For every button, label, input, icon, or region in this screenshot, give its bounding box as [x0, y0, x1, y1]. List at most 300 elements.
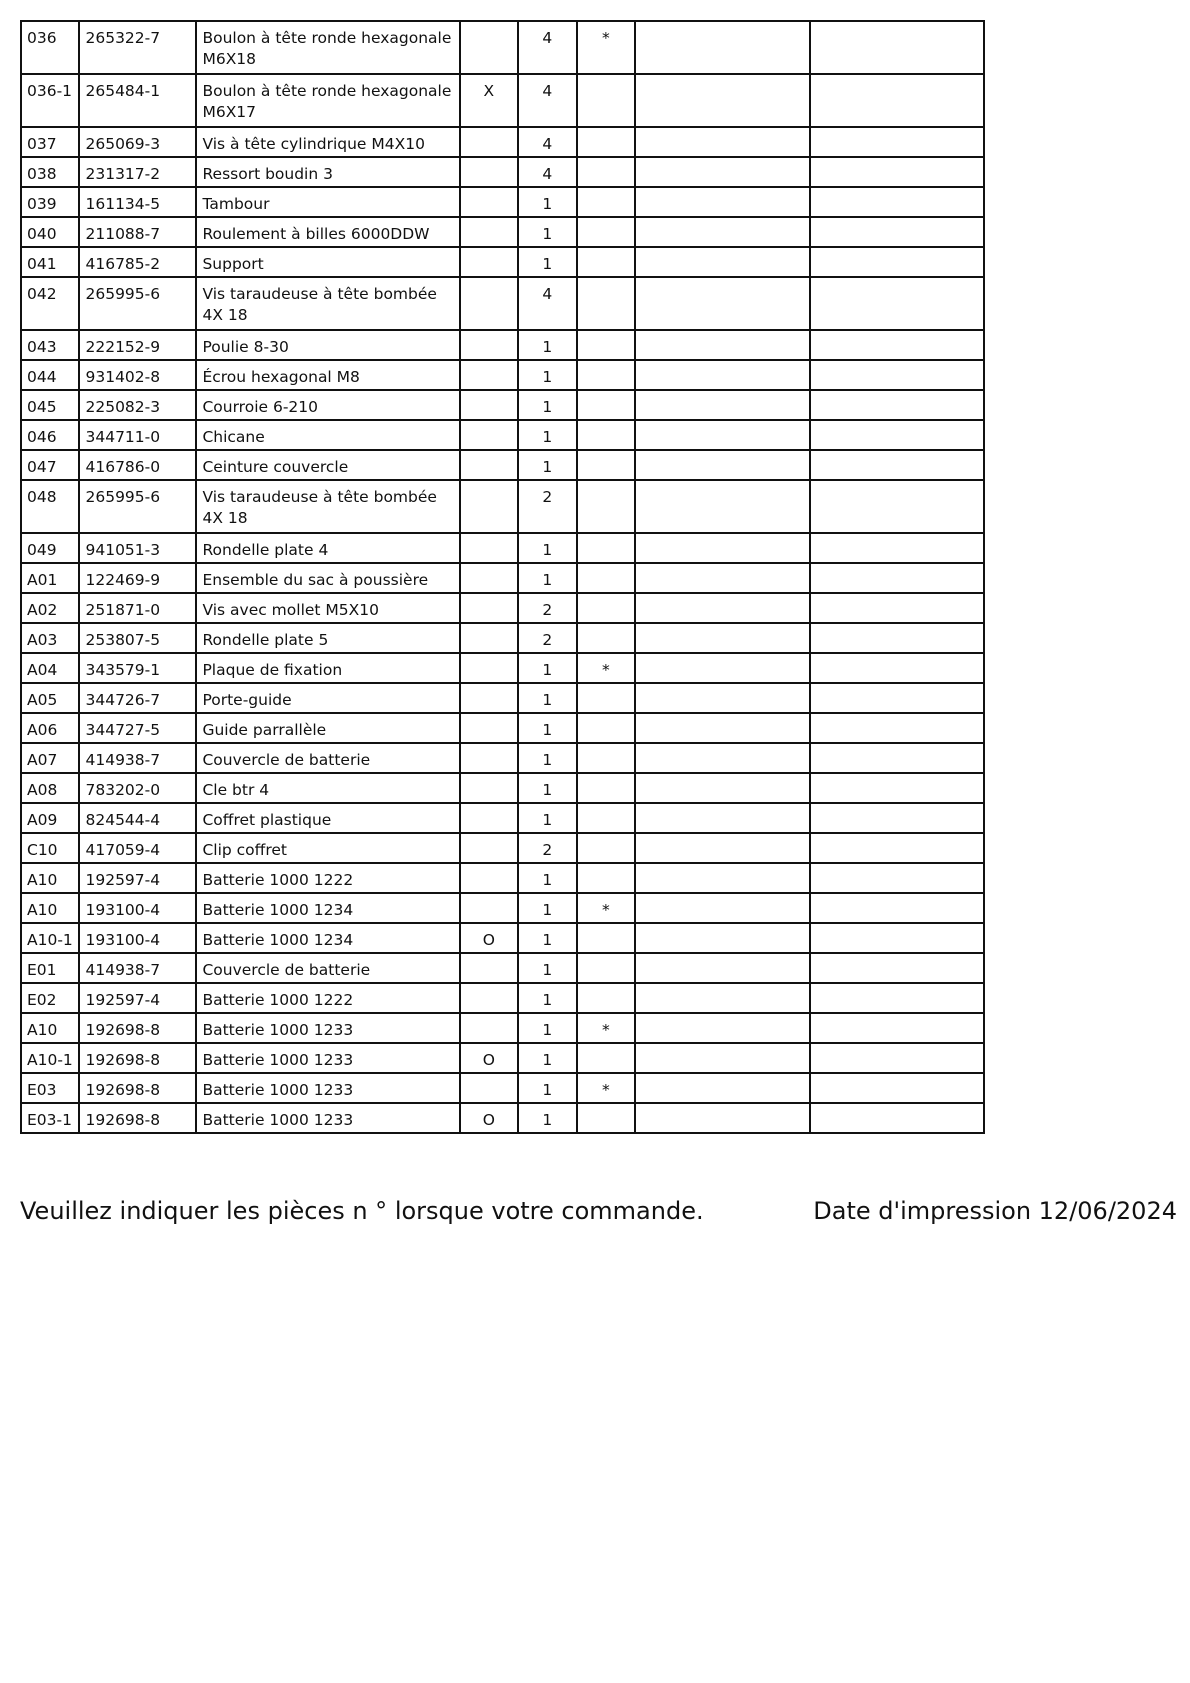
part-number-cell: 941051-3: [79, 533, 196, 563]
quantity-cell: 1: [518, 923, 576, 953]
part-number-cell: 343579-1: [79, 653, 196, 683]
flag-cell: [460, 563, 518, 593]
part-number-cell: 251871-0: [79, 593, 196, 623]
note-cell: [577, 833, 635, 863]
note-cell: [577, 330, 635, 360]
note-cell: [577, 360, 635, 390]
part-number-cell: 931402-8: [79, 360, 196, 390]
description-cell: Couvercle de batterie: [196, 953, 459, 983]
part-number-cell: 222152-9: [79, 330, 196, 360]
table-row: [21, 127, 984, 157]
blank-cell: [810, 330, 984, 360]
note-cell: [577, 863, 635, 893]
table-row: [21, 74, 984, 127]
item-number-cell: 048: [21, 480, 79, 533]
description-cell: Vis taraudeuse à tête bombée 4X 18: [196, 480, 459, 533]
flag-cell: [460, 593, 518, 623]
table-row: [21, 157, 984, 187]
quantity-cell: 1: [518, 1103, 576, 1133]
quantity-cell: 1: [518, 803, 576, 833]
part-number-cell: 824544-4: [79, 803, 196, 833]
description-cell: Batterie 1000 1222: [196, 983, 459, 1013]
flag-cell: [460, 277, 518, 330]
description-cell: Batterie 1000 1234: [196, 893, 459, 923]
quantity-cell: 1: [518, 563, 576, 593]
description-cell: Guide parrallèle: [196, 713, 459, 743]
description-cell: Ensemble du sac à poussière: [196, 563, 459, 593]
part-number-cell: 416786-0: [79, 450, 196, 480]
blank-cell: [810, 1073, 984, 1103]
item-number-cell: 036: [21, 21, 79, 74]
blank-cell: [635, 863, 809, 893]
table-row: [21, 450, 984, 480]
blank-cell: [635, 833, 809, 863]
note-cell: [577, 480, 635, 533]
blank-cell: [635, 450, 809, 480]
quantity-cell: 2: [518, 593, 576, 623]
note-cell: [577, 533, 635, 563]
blank-cell: [635, 157, 809, 187]
note-cell: *: [577, 1073, 635, 1103]
blank-cell: [810, 1103, 984, 1133]
quantity-cell: 4: [518, 21, 576, 74]
table-row: [21, 277, 984, 330]
blank-cell: [810, 187, 984, 217]
blank-cell: [810, 983, 984, 1013]
item-number-cell: E03-1: [21, 1103, 79, 1133]
quantity-cell: 1: [518, 187, 576, 217]
quantity-cell: 2: [518, 623, 576, 653]
quantity-cell: 1: [518, 983, 576, 1013]
table-row: [21, 330, 984, 360]
quantity-cell: 1: [518, 893, 576, 923]
table-row: [21, 743, 984, 773]
blank-cell: [635, 653, 809, 683]
note-cell: [577, 390, 635, 420]
description-cell: Coffret plastique: [196, 803, 459, 833]
table-row: [21, 1013, 984, 1043]
note-cell: [577, 623, 635, 653]
table-row: [21, 217, 984, 247]
flag-cell: [460, 863, 518, 893]
flag-cell: [460, 217, 518, 247]
note-cell: [577, 127, 635, 157]
part-number-cell: 193100-4: [79, 893, 196, 923]
description-cell: Rondelle plate 4: [196, 533, 459, 563]
quantity-cell: 2: [518, 833, 576, 863]
flag-cell: O: [460, 923, 518, 953]
part-number-cell: 192698-8: [79, 1013, 196, 1043]
note-cell: [577, 187, 635, 217]
blank-cell: [635, 277, 809, 330]
quantity-cell: 1: [518, 390, 576, 420]
item-number-cell: A10-1: [21, 923, 79, 953]
description-cell: Couvercle de batterie: [196, 743, 459, 773]
blank-cell: [810, 1013, 984, 1043]
part-number-cell: 783202-0: [79, 773, 196, 803]
flag-cell: [460, 653, 518, 683]
part-number-cell: 414938-7: [79, 953, 196, 983]
note-cell: [577, 1043, 635, 1073]
quantity-cell: 4: [518, 127, 576, 157]
note-cell: [577, 713, 635, 743]
blank-cell: [810, 863, 984, 893]
description-cell: Rondelle plate 5: [196, 623, 459, 653]
item-number-cell: A04: [21, 653, 79, 683]
part-number-cell: 265484-1: [79, 74, 196, 127]
item-number-cell: 047: [21, 450, 79, 480]
note-cell: [577, 773, 635, 803]
note-cell: *: [577, 653, 635, 683]
description-cell: Roulement à billes 6000DDW: [196, 217, 459, 247]
blank-cell: [635, 187, 809, 217]
description-cell: Batterie 1000 1234: [196, 923, 459, 953]
table-row: [21, 390, 984, 420]
description-cell: Vis taraudeuse à tête bombée 4X 18: [196, 277, 459, 330]
note-cell: [577, 563, 635, 593]
item-number-cell: A03: [21, 623, 79, 653]
blank-cell: [635, 330, 809, 360]
quantity-cell: 1: [518, 217, 576, 247]
item-number-cell: 046: [21, 420, 79, 450]
blank-cell: [635, 390, 809, 420]
note-cell: [577, 450, 635, 480]
quantity-cell: 1: [518, 360, 576, 390]
description-cell: Écrou hexagonal M8: [196, 360, 459, 390]
note-cell: [577, 983, 635, 1013]
quantity-cell: 1: [518, 420, 576, 450]
note-cell: [577, 1103, 635, 1133]
note-cell: [577, 217, 635, 247]
flag-cell: [460, 360, 518, 390]
quantity-cell: 1: [518, 1013, 576, 1043]
quantity-cell: 1: [518, 1043, 576, 1073]
blank-cell: [810, 803, 984, 833]
blank-cell: [810, 953, 984, 983]
flag-cell: [460, 187, 518, 217]
blank-cell: [810, 74, 984, 127]
item-number-cell: 037: [21, 127, 79, 157]
note-cell: *: [577, 21, 635, 74]
blank-cell: [810, 743, 984, 773]
part-number-cell: 192698-8: [79, 1103, 196, 1133]
note-cell: [577, 743, 635, 773]
description-cell: Boulon à tête ronde hexagonale M6X17: [196, 74, 459, 127]
part-number-cell: 225082-3: [79, 390, 196, 420]
description-cell: Cle btr 4: [196, 773, 459, 803]
part-number-cell: 193100-4: [79, 923, 196, 953]
blank-cell: [635, 247, 809, 277]
flag-cell: [460, 983, 518, 1013]
blank-cell: [635, 1073, 809, 1103]
blank-cell: [635, 983, 809, 1013]
quantity-cell: 1: [518, 713, 576, 743]
description-cell: Vis avec mollet M5X10: [196, 593, 459, 623]
flag-cell: [460, 127, 518, 157]
flag-cell: [460, 247, 518, 277]
table-row: [21, 803, 984, 833]
part-number-cell: 192698-8: [79, 1073, 196, 1103]
item-number-cell: 038: [21, 157, 79, 187]
quantity-cell: 1: [518, 863, 576, 893]
table-row: [21, 953, 984, 983]
table-row: [21, 360, 984, 390]
part-number-cell: 344727-5: [79, 713, 196, 743]
blank-cell: [810, 833, 984, 863]
order-instruction: Veuillez indiquer les pièces n ° lorsque votre commande.: [20, 1197, 704, 1225]
description-cell: Batterie 1000 1233: [196, 1013, 459, 1043]
part-number-cell: 344726-7: [79, 683, 196, 713]
flag-cell: X: [460, 74, 518, 127]
item-number-cell: A01: [21, 563, 79, 593]
blank-cell: [635, 593, 809, 623]
flag-cell: [460, 953, 518, 983]
blank-cell: [635, 127, 809, 157]
blank-cell: [635, 1103, 809, 1133]
table-row: [21, 1043, 984, 1073]
blank-cell: [810, 360, 984, 390]
blank-cell: [635, 480, 809, 533]
blank-cell: [810, 563, 984, 593]
description-cell: Batterie 1000 1233: [196, 1103, 459, 1133]
item-number-cell: 045: [21, 390, 79, 420]
note-cell: [577, 157, 635, 187]
item-number-cell: 039: [21, 187, 79, 217]
table-row: [21, 893, 984, 923]
item-number-cell: 040: [21, 217, 79, 247]
quantity-cell: 1: [518, 247, 576, 277]
flag-cell: [460, 420, 518, 450]
description-cell: Clip coffret: [196, 833, 459, 863]
part-number-cell: 211088-7: [79, 217, 196, 247]
blank-cell: [810, 923, 984, 953]
item-number-cell: A07: [21, 743, 79, 773]
part-number-cell: 192597-4: [79, 983, 196, 1013]
item-number-cell: A08: [21, 773, 79, 803]
quantity-cell: 1: [518, 450, 576, 480]
blank-cell: [810, 157, 984, 187]
quantity-cell: 2: [518, 480, 576, 533]
blank-cell: [635, 420, 809, 450]
blank-cell: [810, 390, 984, 420]
item-number-cell: E01: [21, 953, 79, 983]
flag-cell: [460, 330, 518, 360]
table-row: [21, 533, 984, 563]
part-number-cell: 417059-4: [79, 833, 196, 863]
item-number-cell: E03: [21, 1073, 79, 1103]
quantity-cell: 1: [518, 1073, 576, 1103]
note-cell: [577, 953, 635, 983]
table-row: [21, 863, 984, 893]
part-number-cell: 265995-6: [79, 480, 196, 533]
flag-cell: [460, 480, 518, 533]
blank-cell: [810, 893, 984, 923]
blank-cell: [810, 480, 984, 533]
flag-cell: [460, 713, 518, 743]
quantity-cell: 1: [518, 683, 576, 713]
blank-cell: [635, 773, 809, 803]
blank-cell: [635, 743, 809, 773]
item-number-cell: A09: [21, 803, 79, 833]
table-row: [21, 1103, 984, 1133]
blank-cell: [635, 21, 809, 74]
blank-cell: [810, 277, 984, 330]
part-number-cell: 253807-5: [79, 623, 196, 653]
part-number-cell: 344711-0: [79, 420, 196, 450]
item-number-cell: C10: [21, 833, 79, 863]
blank-cell: [810, 420, 984, 450]
note-cell: [577, 683, 635, 713]
flag-cell: [460, 21, 518, 74]
note-cell: [577, 593, 635, 623]
part-number-cell: 265322-7: [79, 21, 196, 74]
flag-cell: [460, 623, 518, 653]
part-number-cell: 192698-8: [79, 1043, 196, 1073]
blank-cell: [810, 450, 984, 480]
part-number-cell: 192597-4: [79, 863, 196, 893]
description-cell: Porte-guide: [196, 683, 459, 713]
description-cell: Courroie 6-210: [196, 390, 459, 420]
blank-cell: [635, 803, 809, 833]
part-number-cell: 231317-2: [79, 157, 196, 187]
part-number-cell: 122469-9: [79, 563, 196, 593]
quantity-cell: 1: [518, 653, 576, 683]
table-row: [21, 187, 984, 217]
table-row: [21, 1073, 984, 1103]
item-number-cell: A10: [21, 1013, 79, 1043]
description-cell: Vis à tête cylindrique M4X10: [196, 127, 459, 157]
quantity-cell: 1: [518, 330, 576, 360]
part-number-cell: 265995-6: [79, 277, 196, 330]
flag-cell: O: [460, 1103, 518, 1133]
item-number-cell: A05: [21, 683, 79, 713]
table-row: [21, 593, 984, 623]
item-number-cell: E02: [21, 983, 79, 1013]
part-number-cell: 161134-5: [79, 187, 196, 217]
note-cell: *: [577, 893, 635, 923]
blank-cell: [810, 127, 984, 157]
description-cell: Support: [196, 247, 459, 277]
blank-cell: [635, 74, 809, 127]
table-row: [21, 623, 984, 653]
quantity-cell: 1: [518, 773, 576, 803]
quantity-cell: 1: [518, 953, 576, 983]
flag-cell: [460, 450, 518, 480]
flag-cell: [460, 893, 518, 923]
flag-cell: [460, 533, 518, 563]
flag-cell: [460, 157, 518, 187]
note-cell: [577, 923, 635, 953]
parts-table: [20, 20, 985, 1134]
item-number-cell: A10: [21, 893, 79, 923]
note-cell: [577, 247, 635, 277]
blank-cell: [635, 623, 809, 653]
flag-cell: [460, 833, 518, 863]
flag-cell: [460, 1073, 518, 1103]
flag-cell: [460, 773, 518, 803]
part-number-cell: 414938-7: [79, 743, 196, 773]
table-row: [21, 480, 984, 533]
table-row: [21, 923, 984, 953]
table-row: [21, 773, 984, 803]
blank-cell: [810, 1043, 984, 1073]
print-date: Date d'impression 12/06/2024: [813, 1197, 1177, 1225]
description-cell: Ressort boudin 3: [196, 157, 459, 187]
table-row: [21, 21, 984, 74]
note-cell: [577, 74, 635, 127]
blank-cell: [635, 953, 809, 983]
description-cell: Batterie 1000 1222: [196, 863, 459, 893]
table-row: [21, 247, 984, 277]
quantity-cell: 4: [518, 157, 576, 187]
blank-cell: [635, 893, 809, 923]
description-cell: Plaque de fixation: [196, 653, 459, 683]
item-number-cell: 049: [21, 533, 79, 563]
flag-cell: [460, 683, 518, 713]
flag-cell: O: [460, 1043, 518, 1073]
blank-cell: [810, 533, 984, 563]
item-number-cell: A10-1: [21, 1043, 79, 1073]
blank-cell: [635, 533, 809, 563]
item-number-cell: 042: [21, 277, 79, 330]
quantity-cell: 4: [518, 74, 576, 127]
blank-cell: [635, 563, 809, 593]
table-row: [21, 653, 984, 683]
blank-cell: [635, 217, 809, 247]
table-row: [21, 420, 984, 450]
table-row: [21, 713, 984, 743]
item-number-cell: 036-1: [21, 74, 79, 127]
table-row: [21, 563, 984, 593]
blank-cell: [810, 683, 984, 713]
flag-cell: [460, 743, 518, 773]
note-cell: [577, 277, 635, 330]
description-cell: Ceinture couvercle: [196, 450, 459, 480]
table-row: [21, 683, 984, 713]
blank-cell: [810, 713, 984, 743]
quantity-cell: 1: [518, 533, 576, 563]
quantity-cell: 1: [518, 743, 576, 773]
blank-cell: [810, 21, 984, 74]
note-cell: *: [577, 1013, 635, 1043]
blank-cell: [635, 923, 809, 953]
blank-cell: [635, 360, 809, 390]
item-number-cell: A06: [21, 713, 79, 743]
description-cell: Boulon à tête ronde hexagonale M6X18: [196, 21, 459, 74]
table-row: [21, 983, 984, 1013]
note-cell: [577, 803, 635, 833]
blank-cell: [810, 653, 984, 683]
flag-cell: [460, 1013, 518, 1043]
blank-cell: [635, 1013, 809, 1043]
item-number-cell: A02: [21, 593, 79, 623]
flag-cell: [460, 803, 518, 833]
blank-cell: [810, 247, 984, 277]
item-number-cell: 041: [21, 247, 79, 277]
quantity-cell: 4: [518, 277, 576, 330]
item-number-cell: 043: [21, 330, 79, 360]
blank-cell: [635, 1043, 809, 1073]
description-cell: Poulie 8-30: [196, 330, 459, 360]
flag-cell: [460, 390, 518, 420]
blank-cell: [810, 623, 984, 653]
blank-cell: [635, 683, 809, 713]
description-cell: Chicane: [196, 420, 459, 450]
blank-cell: [810, 593, 984, 623]
blank-cell: [810, 773, 984, 803]
description-cell: Batterie 1000 1233: [196, 1073, 459, 1103]
part-number-cell: 416785-2: [79, 247, 196, 277]
